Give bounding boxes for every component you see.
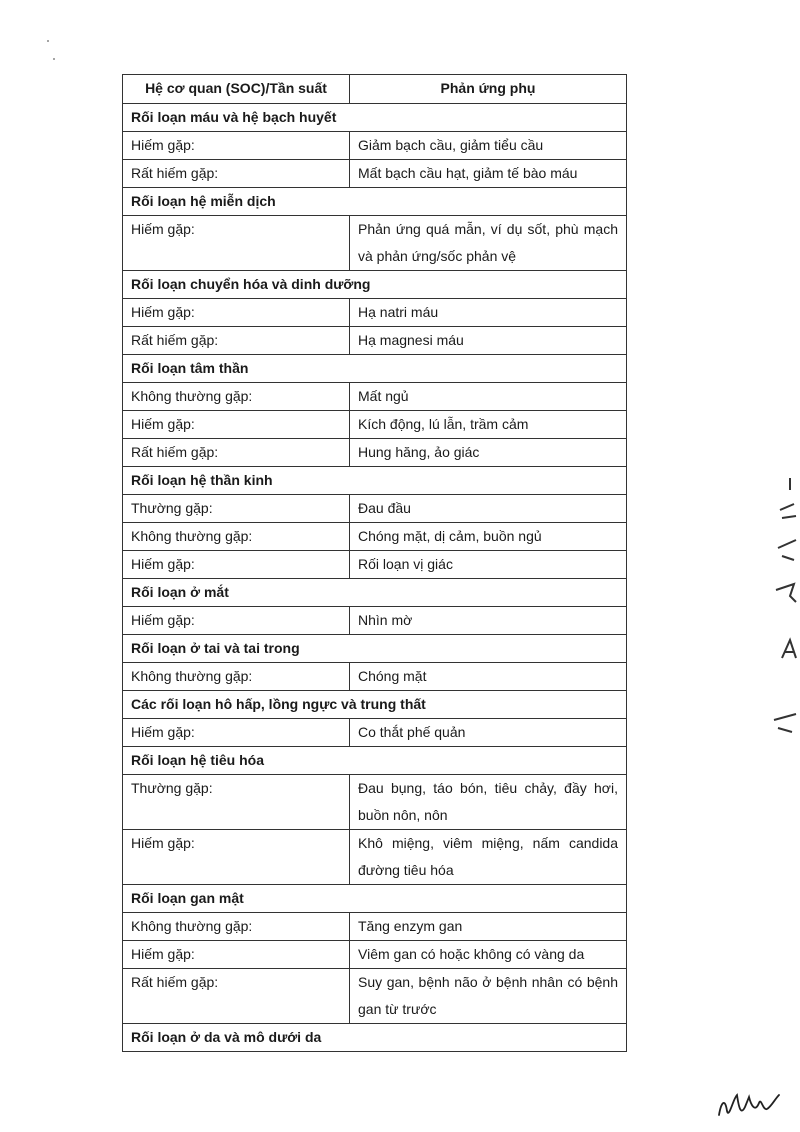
reaction-cell: Phản ứng quá mẫn, ví dụ sốt, phù mạch và phản ứng/sốc phản vệ <box>350 216 627 271</box>
frequency-cell: Thường gặp: <box>123 495 350 523</box>
group-row <box>123 104 627 132</box>
table-row <box>123 551 627 579</box>
group-heading: Rối loạn hệ tiêu hóa <box>123 747 627 775</box>
reaction-cell: Co thắt phế quản <box>350 719 627 747</box>
table-row <box>123 383 627 411</box>
group-row <box>123 271 627 299</box>
frequency-cell: Không thường gặp: <box>123 913 350 941</box>
reaction-cell: Chóng mặt <box>350 663 627 691</box>
frequency-cell: Hiếm gặp: <box>123 216 350 271</box>
frequency-cell: Không thường gặp: <box>123 523 350 551</box>
frequency-cell: Không thường gặp: <box>123 383 350 411</box>
group-heading: Rối loạn ở tai và tai trong <box>123 635 627 663</box>
reaction-cell: Viêm gan có hoặc không có vàng da <box>350 941 627 969</box>
reaction-cell: Rối loạn vị giác <box>350 551 627 579</box>
frequency-cell: Hiếm gặp: <box>123 830 350 885</box>
table-row <box>123 663 627 691</box>
group-heading: Rối loạn máu và hệ bạch huyết <box>123 104 627 132</box>
table-body <box>123 104 627 1052</box>
reaction-cell: Khô miệng, viêm miệng, nấm candida đường tiêu hóa <box>350 830 627 885</box>
frequency-cell: Hiếm gặp: <box>123 551 350 579</box>
frequency-cell: Hiếm gặp: <box>123 132 350 160</box>
table-row <box>123 216 627 271</box>
group-heading: Rối loạn chuyển hóa và dinh dưỡng <box>123 271 627 299</box>
group-heading: Rối loạn hệ miễn dịch <box>123 188 627 216</box>
reaction-cell: Hạ magnesi máu <box>350 327 627 355</box>
header-adverse-reaction: Phản ứng phụ <box>350 75 627 104</box>
reaction-cell: Kích động, lú lẫn, trầm cảm <box>350 411 627 439</box>
group-row <box>123 635 627 663</box>
table-row <box>123 299 627 327</box>
table-row <box>123 775 627 830</box>
table-row <box>123 523 627 551</box>
reaction-cell: Suy gan, bệnh não ở bệnh nhân có bệnh gan từ trước <box>350 969 627 1024</box>
table-row <box>123 439 627 467</box>
group-row <box>123 355 627 383</box>
frequency-cell: Hiếm gặp: <box>123 607 350 635</box>
reaction-cell: Nhìn mờ <box>350 607 627 635</box>
reaction-cell: Chóng mặt, dị cảm, buồn ngủ <box>350 523 627 551</box>
handwritten-signature <box>715 1085 785 1125</box>
scan-speck <box>47 40 49 42</box>
reaction-cell: Mất bạch cầu hạt, giảm tế bào máu <box>350 160 627 188</box>
group-heading: Các rối loạn hô hấp, lồng ngực và trung thất <box>123 691 627 719</box>
table-row <box>123 327 627 355</box>
reaction-cell: Hung hăng, ảo giác <box>350 439 627 467</box>
table-row <box>123 411 627 439</box>
table-row <box>123 719 627 747</box>
header-soc-frequency: Hệ cơ quan (SOC)/Tần suất <box>123 75 350 104</box>
reaction-cell: Mất ngủ <box>350 383 627 411</box>
group-row <box>123 885 627 913</box>
table-row <box>123 160 627 188</box>
reaction-cell: Đau bụng, táo bón, tiêu chảy, đầy hơi, buồn nôn, nôn <box>350 775 627 830</box>
group-row <box>123 467 627 495</box>
group-row <box>123 188 627 216</box>
frequency-cell: Thường gặp: <box>123 775 350 830</box>
reaction-cell: Đau đầu <box>350 495 627 523</box>
table-row <box>123 913 627 941</box>
frequency-cell: Rất hiếm gặp: <box>123 969 350 1024</box>
side-effects-table <box>122 74 627 1052</box>
reaction-cell: Hạ natri máu <box>350 299 627 327</box>
group-heading: Rối loạn ở mắt <box>123 579 627 607</box>
reaction-cell: Tăng enzym gan <box>350 913 627 941</box>
frequency-cell: Rất hiếm gặp: <box>123 327 350 355</box>
group-row <box>123 1024 627 1052</box>
scan-speck <box>53 58 55 60</box>
frequency-cell: Rất hiếm gặp: <box>123 439 350 467</box>
group-heading: Rối loạn hệ thần kinh <box>123 467 627 495</box>
table-row <box>123 969 627 1024</box>
group-row <box>123 579 627 607</box>
table-header-row <box>123 75 627 104</box>
frequency-cell: Hiếm gặp: <box>123 719 350 747</box>
frequency-cell: Rất hiếm gặp: <box>123 160 350 188</box>
table-row <box>123 132 627 160</box>
table-row <box>123 495 627 523</box>
table-row <box>123 941 627 969</box>
table-row <box>123 830 627 885</box>
group-row <box>123 747 627 775</box>
scanned-margin-marks-icon <box>760 470 800 770</box>
group-heading: Rối loạn tâm thần <box>123 355 627 383</box>
frequency-cell: Hiếm gặp: <box>123 299 350 327</box>
frequency-cell: Không thường gặp: <box>123 663 350 691</box>
reaction-cell: Giảm bạch cầu, giảm tiểu cầu <box>350 132 627 160</box>
frequency-cell: Hiếm gặp: <box>123 411 350 439</box>
group-heading: Rối loạn ở da và mô dưới da <box>123 1024 627 1052</box>
group-heading: Rối loạn gan mật <box>123 885 627 913</box>
table-row <box>123 607 627 635</box>
group-row <box>123 691 627 719</box>
frequency-cell: Hiếm gặp: <box>123 941 350 969</box>
